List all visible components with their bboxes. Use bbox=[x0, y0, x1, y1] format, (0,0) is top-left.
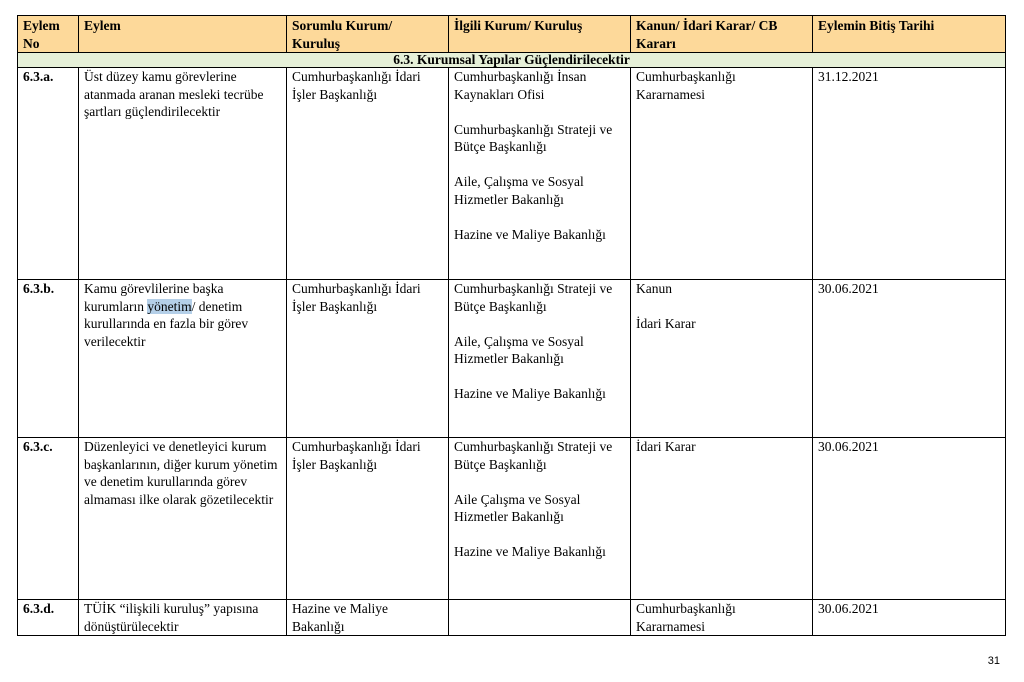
row-law bbox=[631, 280, 813, 438]
law-item: İdari Karar bbox=[636, 316, 696, 331]
law-item: İdari Karar bbox=[636, 439, 696, 454]
section-title: 6.3. Kurumsal Yapılar Güçlendirilecektir bbox=[18, 53, 1006, 68]
section-row bbox=[18, 53, 1006, 68]
related-item: Hazine ve Maliye Bakanlığı bbox=[454, 544, 606, 559]
header-tarih: Eylemin Bitiş Tarihi bbox=[813, 16, 1006, 53]
row-action: Düzenleyici ve denetleyici kurum başkanlarının, diğer kurum yönetim ve denetim kurullarında görev almaması ilke olarak gözetilecektir bbox=[79, 438, 287, 600]
row-responsible: Hazine ve Maliye Bakanlığı bbox=[287, 600, 449, 636]
row-date: 30.06.2021 bbox=[813, 600, 1006, 636]
selected-text[interactable]: yönetim bbox=[147, 298, 192, 314]
row-date: 30.06.2021 bbox=[813, 280, 1006, 438]
table-row bbox=[18, 600, 1006, 636]
row-responsible: Cumhurbaşkanlığı İdari İşler Başkanlığı bbox=[287, 280, 449, 438]
row-date: 30.06.2021 bbox=[813, 438, 1006, 600]
row-action: Üst düzey kamu görevlerine atanmada aranan mesleki tecrübe şartları güçlendirilecektir bbox=[79, 68, 287, 280]
row-related bbox=[449, 280, 631, 438]
row-date: 31.12.2021 bbox=[813, 68, 1006, 280]
related-item: Cumhurbaşkanlığı Strateji ve Bütçe Başkanlığı bbox=[454, 439, 613, 472]
row-related bbox=[449, 600, 631, 636]
law-item: Cumhurbaşkanlığı Kararnamesi bbox=[636, 69, 736, 102]
header-eylem: Eylem bbox=[79, 16, 287, 53]
header-row bbox=[18, 16, 1006, 53]
header-eylem-no: Eylem No bbox=[18, 16, 79, 53]
row-code: 6.3.b. bbox=[18, 280, 79, 438]
table-row bbox=[18, 438, 1006, 600]
action-text: / denetim kurullarında en fazla bir görev verilecektir bbox=[84, 298, 249, 349]
related-item: Hazine ve Maliye Bakanlığı bbox=[454, 226, 606, 242]
row-code: 6.3.a. bbox=[18, 68, 79, 280]
row-law bbox=[631, 68, 813, 280]
row-code: 6.3.c. bbox=[18, 438, 79, 600]
related-item: Hazine ve Maliye Bakanlığı bbox=[454, 386, 606, 401]
header-ilgili: İlgili Kurum/ Kuruluş bbox=[449, 16, 631, 53]
header-sorumlu: Sorumlu Kurum/ Kuruluş bbox=[287, 16, 449, 53]
law-item: Kanun bbox=[636, 281, 672, 296]
related-item: Aile, Çalışma ve Sosyal Hizmetler Bakanlığı bbox=[454, 174, 584, 207]
law-item: Cumhurbaşkanlığı Kararnamesi bbox=[636, 601, 736, 634]
table-row bbox=[18, 68, 1006, 280]
related-item: Aile, Çalışma ve Sosyal Hizmetler Bakanlığı bbox=[454, 333, 584, 366]
row-action bbox=[79, 280, 287, 438]
related-item: Aile Çalışma ve Sosyal Hizmetler Bakanlığı bbox=[454, 491, 581, 524]
row-related bbox=[449, 438, 631, 600]
row-law bbox=[631, 438, 813, 600]
action-plan-table bbox=[17, 15, 1006, 636]
related-item: Cumhurbaşkanlığı Strateji ve Bütçe Başkanlığı bbox=[454, 281, 613, 314]
action-text: Kamu görevlilerine başka kurumların bbox=[84, 281, 224, 314]
related-item: Cumhurbaşkanlığı İnsan Kaynakları Ofisi bbox=[454, 69, 587, 102]
row-responsible: Cumhurbaşkanlığı İdari İşler Başkanlığı bbox=[287, 68, 449, 280]
related-item: Cumhurbaşkanlığı Strateji ve Bütçe Başkanlığı bbox=[454, 121, 613, 154]
row-related bbox=[449, 68, 631, 280]
table-row bbox=[18, 280, 1006, 438]
header-kanun: Kanun/ İdari Karar/ CB Kararı bbox=[631, 16, 813, 53]
row-law bbox=[631, 600, 813, 636]
row-action: TÜİK “ilişkili kuruluş” yapısına dönüştürülecektir bbox=[79, 600, 287, 636]
row-responsible: Cumhurbaşkanlığı İdari İşler Başkanlığı bbox=[287, 438, 449, 600]
row-code: 6.3.d. bbox=[18, 600, 79, 636]
page-number: 31 bbox=[987, 655, 1000, 667]
